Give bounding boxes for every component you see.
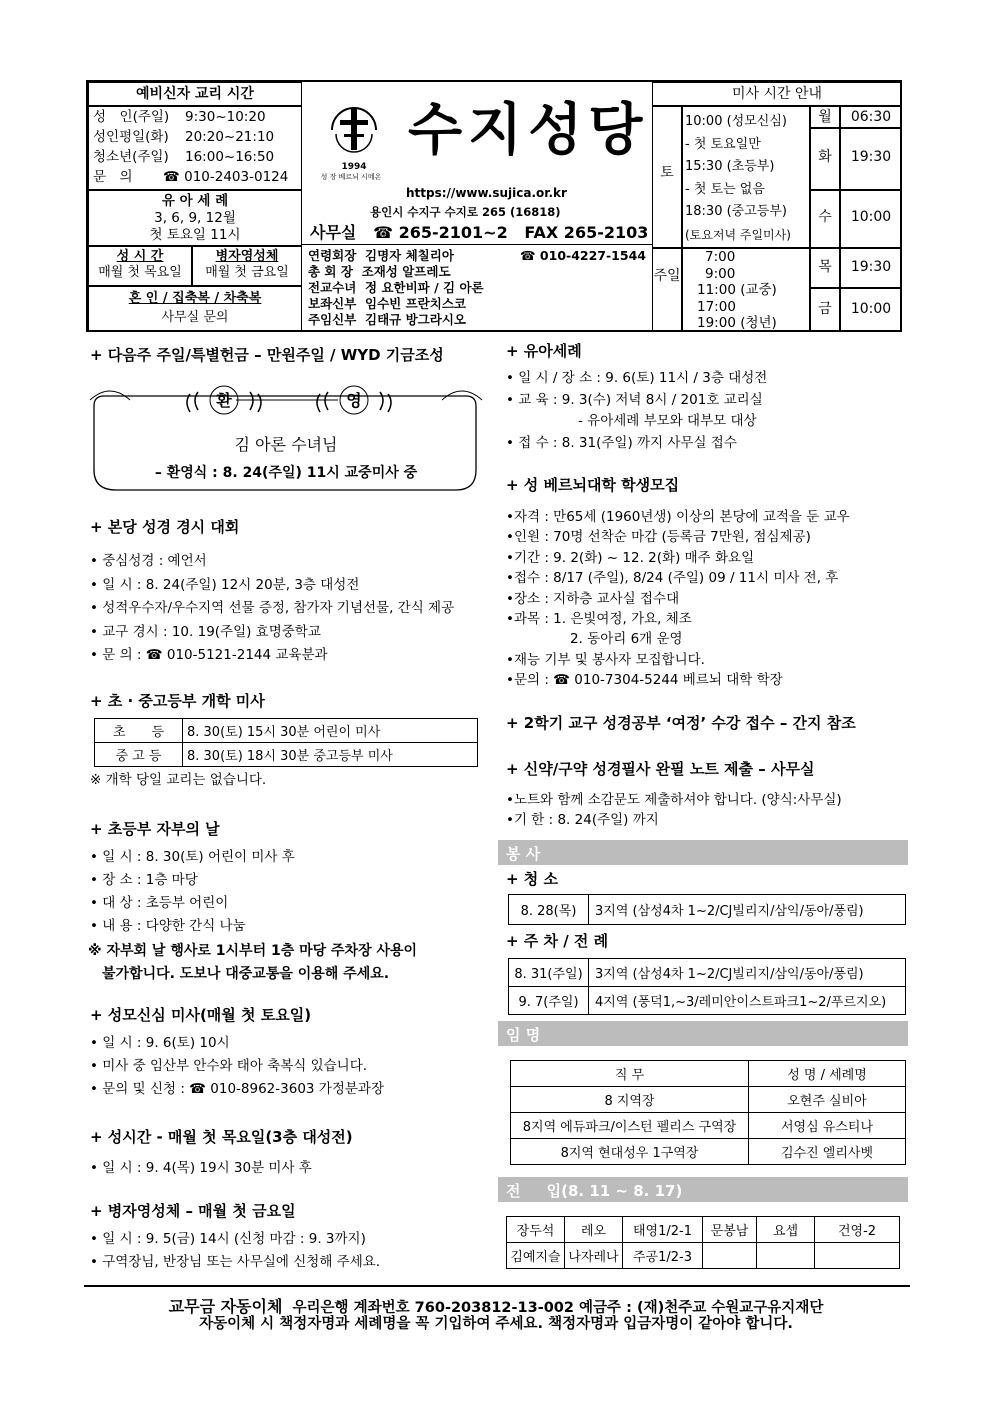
wedding-value: 사무실 문의 xyxy=(161,310,229,326)
staff-phone: ☎ 010-4227-1544 xyxy=(520,248,646,263)
catechism-label: 청소년(주일) xyxy=(93,149,169,165)
appointment-table xyxy=(510,1060,906,1165)
catechism-time: 16:00~16:50 xyxy=(185,149,275,165)
footer-account: 우리은행 계좌번호 760-203812-13-002 예금주 : (재)천주교 수원교구유지재단 xyxy=(292,1300,824,1316)
saturday-mass: - 첫 토요일만 xyxy=(685,136,761,152)
bible-copy-list xyxy=(506,790,842,830)
weekday-time: 10:00 xyxy=(840,288,902,332)
staff-role: 보좌신부 xyxy=(308,296,357,311)
saturday-masses xyxy=(682,106,810,248)
office-phone: ☎ 265-2101~2 xyxy=(373,223,508,242)
header-box xyxy=(86,80,902,332)
staff-role: 전교수녀 xyxy=(308,280,357,295)
catechism-label: 문 의 xyxy=(93,169,133,185)
weekday-time: 19:30 xyxy=(840,248,902,288)
list-item: • 일 시 : 8. 30(토) 어린이 미사 후 xyxy=(90,849,295,865)
table-cell: 초 등 xyxy=(95,719,183,743)
cross-logo-icon xyxy=(324,100,384,162)
parish-title: 수지성당 xyxy=(408,98,649,163)
note-line: ※ 자부회 날 행사로 1시부터 1층 마당 주차장 사용이 xyxy=(88,943,418,959)
welcome-banner xyxy=(86,378,486,496)
cleaning-table xyxy=(508,894,906,925)
table-row xyxy=(95,743,478,767)
table-cell: 서영심 유스티나 xyxy=(749,1113,906,1139)
parish-url[interactable]: https://www.sujica.or.kr xyxy=(406,186,567,200)
list-item: • 중심성경 : 예언서 xyxy=(90,553,207,569)
transfer-bar-a: 전 xyxy=(506,1182,521,1200)
weekday-time: 10:00 xyxy=(840,190,902,248)
table-row xyxy=(509,987,906,1015)
sunday-mass: 9:00 xyxy=(705,265,736,282)
staff-name: 김명자 체칠리아 xyxy=(365,248,454,263)
table-row xyxy=(509,895,906,925)
table-cell: 레오 xyxy=(565,1217,623,1243)
infant-baptism-title: 유 아 세 례 xyxy=(161,193,229,209)
sunday-mass: 17:00 xyxy=(697,298,736,315)
footer-autopay-label: 교무금 자동이체 xyxy=(168,1297,283,1316)
catechism-time: 9:30~10:20 xyxy=(185,109,266,125)
welcome-right-char: 영 xyxy=(346,391,362,410)
weekday-label: 화 xyxy=(810,128,840,190)
mass-title: 미사 시간 안내 xyxy=(652,82,902,106)
list-item: •접수 : 8/17 (주일), 8/24 (주일) 09 / 11시 미사 전, 후 xyxy=(506,570,839,587)
table-cell xyxy=(815,1243,900,1269)
saturday-mass: - 첫 토는 없음 xyxy=(685,181,765,197)
transfer-period: (8. 11 ~ 8. 17) xyxy=(561,1182,683,1200)
sunday-label: 주일 xyxy=(652,248,682,332)
table-cell: 건영-2 xyxy=(815,1217,900,1243)
weekday-time: 19:30 xyxy=(840,128,902,190)
list-item: •과목 : 1. 은빛여정, 가요, 체조 xyxy=(506,611,692,628)
divider xyxy=(302,244,652,245)
list-item: • 구역장님, 반장님 또는 사무실에 신청해 주세요. xyxy=(90,1254,381,1270)
marian-mass-title: + 성모신심 미사(매월 첫 토요일) xyxy=(90,1006,312,1024)
table-cell: 3지역 (삼성4차 1~2/CJ빌리지/삼익/동아/풍림) xyxy=(589,895,906,925)
table-row xyxy=(511,1139,906,1165)
table-header: 성 명 / 세례명 xyxy=(749,1061,906,1087)
sick-communion-list xyxy=(90,1228,380,1274)
university-list xyxy=(506,507,850,691)
infant-baptism-box xyxy=(88,190,302,246)
adoration-box xyxy=(88,246,192,286)
welcome-name: 김 아론 수녀님 xyxy=(234,435,338,454)
table-cell xyxy=(703,1243,757,1269)
table-row xyxy=(511,1061,906,1087)
table-cell: 8. 30(토) 15시 30분 어린이 미사 xyxy=(183,719,478,743)
saturday-mass: 10:00 (성모신심) xyxy=(685,114,787,129)
table-row xyxy=(509,959,906,987)
sunday-mass: 7:00 xyxy=(705,249,736,265)
sick-communion-label: 병자영성체 xyxy=(215,249,279,264)
saturday-label: 토 xyxy=(652,106,682,248)
transfer-bar xyxy=(498,1177,908,1202)
sick-communion-title: + 병자영성체 – 매월 첫 금요일 xyxy=(90,1202,296,1220)
saturday-mass: 18:30 (중고등부) xyxy=(685,204,787,219)
welcome-detail: – 환영식 : 8. 24(주일) 11시 교중미사 중 xyxy=(154,465,418,481)
list-item: •자격 : 만65세 (1960년생) 이상의 본당에 교적을 둔 교우 xyxy=(506,509,850,525)
table-cell: 3지역 (삼성4차 1~2/CJ빌리지/삼익/동아/풍림) xyxy=(589,959,906,987)
parents-day-note xyxy=(88,940,417,986)
weekday-label: 수 xyxy=(810,190,840,248)
list-item: • 장 소 : 1층 마당 xyxy=(90,872,198,888)
weekday-time: 06:30 xyxy=(840,106,902,128)
list-item: • 성적우수자/우수지역 선물 증정, 참가자 기념선물, 간식 제공 xyxy=(90,600,455,616)
staff-name: 조재성 알프레도 xyxy=(361,264,451,279)
table-cell: 나자레나 xyxy=(565,1243,623,1269)
list-item: • 일 시 / 장 소 : 9. 6(토) 11시 / 3층 대성전 xyxy=(506,370,768,386)
table-cell: 김예지슬 xyxy=(507,1243,565,1269)
next-sunday-offering: + 다음주 주일/특별헌금 – 만원주일 / WYD 기금조성 xyxy=(90,346,444,364)
parents-day-title: + 초등부 자부의 날 xyxy=(90,820,220,838)
bible-quiz-list xyxy=(90,550,454,668)
table-row xyxy=(507,1243,900,1269)
weekday-label: 금 xyxy=(810,288,840,332)
infant-baptism-list xyxy=(506,368,767,454)
table-cell: 8. 28(목) xyxy=(509,895,589,925)
sunday-mass: 19:00 (청년) xyxy=(697,315,777,331)
note-line: 불가합니다. 도보나 대중교통을 이용해 주세요. xyxy=(102,966,390,982)
table-cell: 장두석 xyxy=(507,1217,565,1243)
list-item: • 일 시 : 9. 4(목) 19시 30분 미사 후 xyxy=(90,1160,312,1176)
welcome-left-char: 환 xyxy=(216,391,232,410)
catechism-title: 예비신자 교리 시간 xyxy=(88,82,302,106)
list-item: 2. 동아리 6개 운영 xyxy=(570,631,683,648)
catechism-label: 성인평일(화) xyxy=(93,129,169,145)
table-cell: 김수진 엘리사벳 xyxy=(749,1139,906,1165)
table-row xyxy=(507,1217,900,1243)
parish-logo xyxy=(320,100,384,181)
office-fax: FAX 265-2103 xyxy=(524,223,649,242)
logo-caption: 성 장 베르뇌 시메온 xyxy=(320,173,382,181)
table-cell: 주공1/2-3 xyxy=(623,1243,703,1269)
staff-list xyxy=(308,248,484,328)
table-cell: 중 고 등 xyxy=(95,743,183,767)
office-label: 사무실 xyxy=(310,223,357,242)
list-item: •기간 : 9. 2(화) ~ 12. 2(화) 매주 화요일 xyxy=(506,549,755,566)
bible-quiz-title: + 본당 성경 경시 대회 xyxy=(90,518,240,536)
wedding-label: 혼 인 / 집축복 / 차축복 xyxy=(128,291,262,306)
office-contact xyxy=(310,220,648,243)
staff-name: 정 요한비파 / 김 아론 xyxy=(365,280,484,295)
table-cell: 8. 31(주일) xyxy=(509,959,589,987)
infant-baptism-months: 3, 6, 9, 12월 xyxy=(154,209,236,226)
table-cell: 요셉 xyxy=(757,1217,815,1243)
table-cell: 문봉남 xyxy=(703,1217,757,1243)
university-title: + 성 베르뇌대학 학생모집 xyxy=(506,476,680,494)
sick-communion-value: 매월 첫 금요일 xyxy=(205,265,289,281)
list-item: • 교 육 : 9. 3(수) 저녁 8시 / 201호 교리실 xyxy=(506,391,763,408)
sick-communion-box xyxy=(192,246,302,286)
transfer-bar-b: 입 xyxy=(546,1182,562,1200)
table-cell: 8. 30(토) 18시 30분 중고등부 미사 xyxy=(183,743,478,767)
service-bar: 봉 사 xyxy=(498,840,908,865)
holy-hour-title: + 성시간 - 매월 첫 목요일(3층 대성전) xyxy=(90,1128,353,1146)
list-item: •기 한 : 8. 24(주일) 까지 xyxy=(506,812,659,828)
list-item: • 미사 중 임산부 안수와 태아 축복식 있습니다. xyxy=(90,1058,368,1074)
cleaning-title: + 청 소 xyxy=(506,870,558,888)
infant-baptism-section-title: + 유아세례 xyxy=(506,342,582,360)
list-item: • 내 용 : 다양한 간식 나눔 xyxy=(90,918,246,934)
table-cell: 8지역 현대성우 1구역장 xyxy=(511,1139,749,1165)
appointment-bar: 임 명 xyxy=(498,1021,908,1046)
list-item: • 일 시 : 8. 24(주일) 12시 20분, 3층 대성전 xyxy=(90,576,360,593)
list-item: • 교구 경시 : 10. 19(주일) 효명중학교 xyxy=(90,623,321,640)
table-cell: 9. 7(주일) xyxy=(509,987,589,1015)
table-cell xyxy=(757,1243,815,1269)
list-item: - 유아세례 부모와 대부모 대상 xyxy=(578,413,757,429)
parking-title: + 주 차 / 전 례 xyxy=(506,932,609,950)
logo-year: 1994 xyxy=(341,162,367,172)
list-item: • 대 상 : 초등부 어린이 xyxy=(90,895,229,911)
parents-day-list xyxy=(90,846,295,938)
adoration-value: 매월 첫 목요일 xyxy=(98,265,182,281)
weekday-label: 목 xyxy=(810,248,840,288)
table-cell: 8지역 에듀파크/이스턴 펠리스 구역장 xyxy=(511,1113,749,1139)
list-item: •문의 : ☎ 010-7304-5244 베르뇌 대학 학장 xyxy=(506,672,783,689)
table-header: 직 무 xyxy=(511,1061,749,1087)
list-item: • 접 수 : 8. 31(주일) 까지 사무실 접수 xyxy=(506,434,737,451)
footer-line-2: 자동이체 시 책정자명과 세례명을 꼭 기입하여 주세요. 책정자명과 입금자명이 같아야 합니다. xyxy=(199,1316,793,1332)
staff-role: 연령회장 xyxy=(308,248,357,263)
list-item: •장소 : 지하층 교사실 접수대 xyxy=(506,590,680,607)
parish-address: 용인시 수지구 수지로 265 (16818) xyxy=(370,205,561,219)
saturday-mass: 15:30 (초등부) xyxy=(685,159,775,174)
bible-study-notice: + 2학기 교구 성경공부 ‘여정’ 수강 접수 – 간지 참조 xyxy=(506,714,856,732)
weekday-label: 월 xyxy=(810,106,840,128)
sunday-mass: 11:00 (교중) xyxy=(697,282,777,298)
table-cell: 8 지역장 xyxy=(511,1087,749,1113)
school-opening-title: + 초 · 중고등부 개학 미사 xyxy=(90,692,265,710)
list-item: • 문의 및 신청 : ☎ 010-8962-3603 가정분과장 xyxy=(90,1081,384,1097)
sunday-masses xyxy=(682,248,810,332)
wedding-box xyxy=(88,286,302,332)
staff-name: 임수빈 프란치스코 xyxy=(365,296,466,311)
table-cell: 오현주 실비아 xyxy=(749,1087,906,1113)
table-row xyxy=(511,1087,906,1113)
staff-name: 김태규 방그라시오 xyxy=(365,312,466,327)
transfer-table xyxy=(506,1216,900,1269)
catechism-time: 20:20~21:10 xyxy=(185,129,275,145)
list-item: •재능 기부 및 봉사자 모집합니다. xyxy=(506,651,705,668)
table-row xyxy=(95,719,478,743)
list-item: •노트와 함께 소감문도 제출하셔야 합니다. (양식:사무실) xyxy=(506,792,842,808)
saturday-mass: (토요저녁 주일미사) xyxy=(685,227,791,242)
bible-copy-title: + 신약/구약 성경필사 완필 노트 제출 – 사무실 xyxy=(506,760,815,778)
table-cell: 4지역 (풍덕1,~3/레미안이스트파크1~2/푸르지오) xyxy=(589,987,906,1015)
parking-table xyxy=(508,958,906,1015)
list-item: • 일 시 : 9. 5(금) 14시 (신청 마감 : 9. 3까지) xyxy=(90,1231,366,1247)
footer-divider xyxy=(84,1285,910,1287)
adoration-label: 성 시 간 xyxy=(116,249,164,264)
catechism-table xyxy=(88,106,302,190)
school-opening-table xyxy=(94,718,478,767)
infant-baptism-day: 첫 토요일 11시 xyxy=(149,226,241,243)
catechism-label: 성 인(주일) xyxy=(93,109,170,125)
list-item: • 일 시 : 9. 6(토) 10시 xyxy=(90,1035,230,1051)
staff-role: 주임신부 xyxy=(308,312,357,327)
staff-role: 총 회 장 xyxy=(308,264,353,279)
list-item: •인원 : 70명 선착순 마감 (등록금 7만원, 점심제공) xyxy=(506,529,811,546)
list-item: • 문 의 : ☎ 010-5121-2144 교육분과 xyxy=(90,647,328,663)
marian-mass-list xyxy=(90,1032,384,1101)
table-cell: 태영1/2-1 xyxy=(623,1217,703,1243)
school-opening-note: ※ 개학 당일 교리는 없습니다. xyxy=(90,772,267,788)
catechism-time: ☎ 010-2403-0124 xyxy=(163,169,289,185)
table-row xyxy=(511,1113,906,1139)
